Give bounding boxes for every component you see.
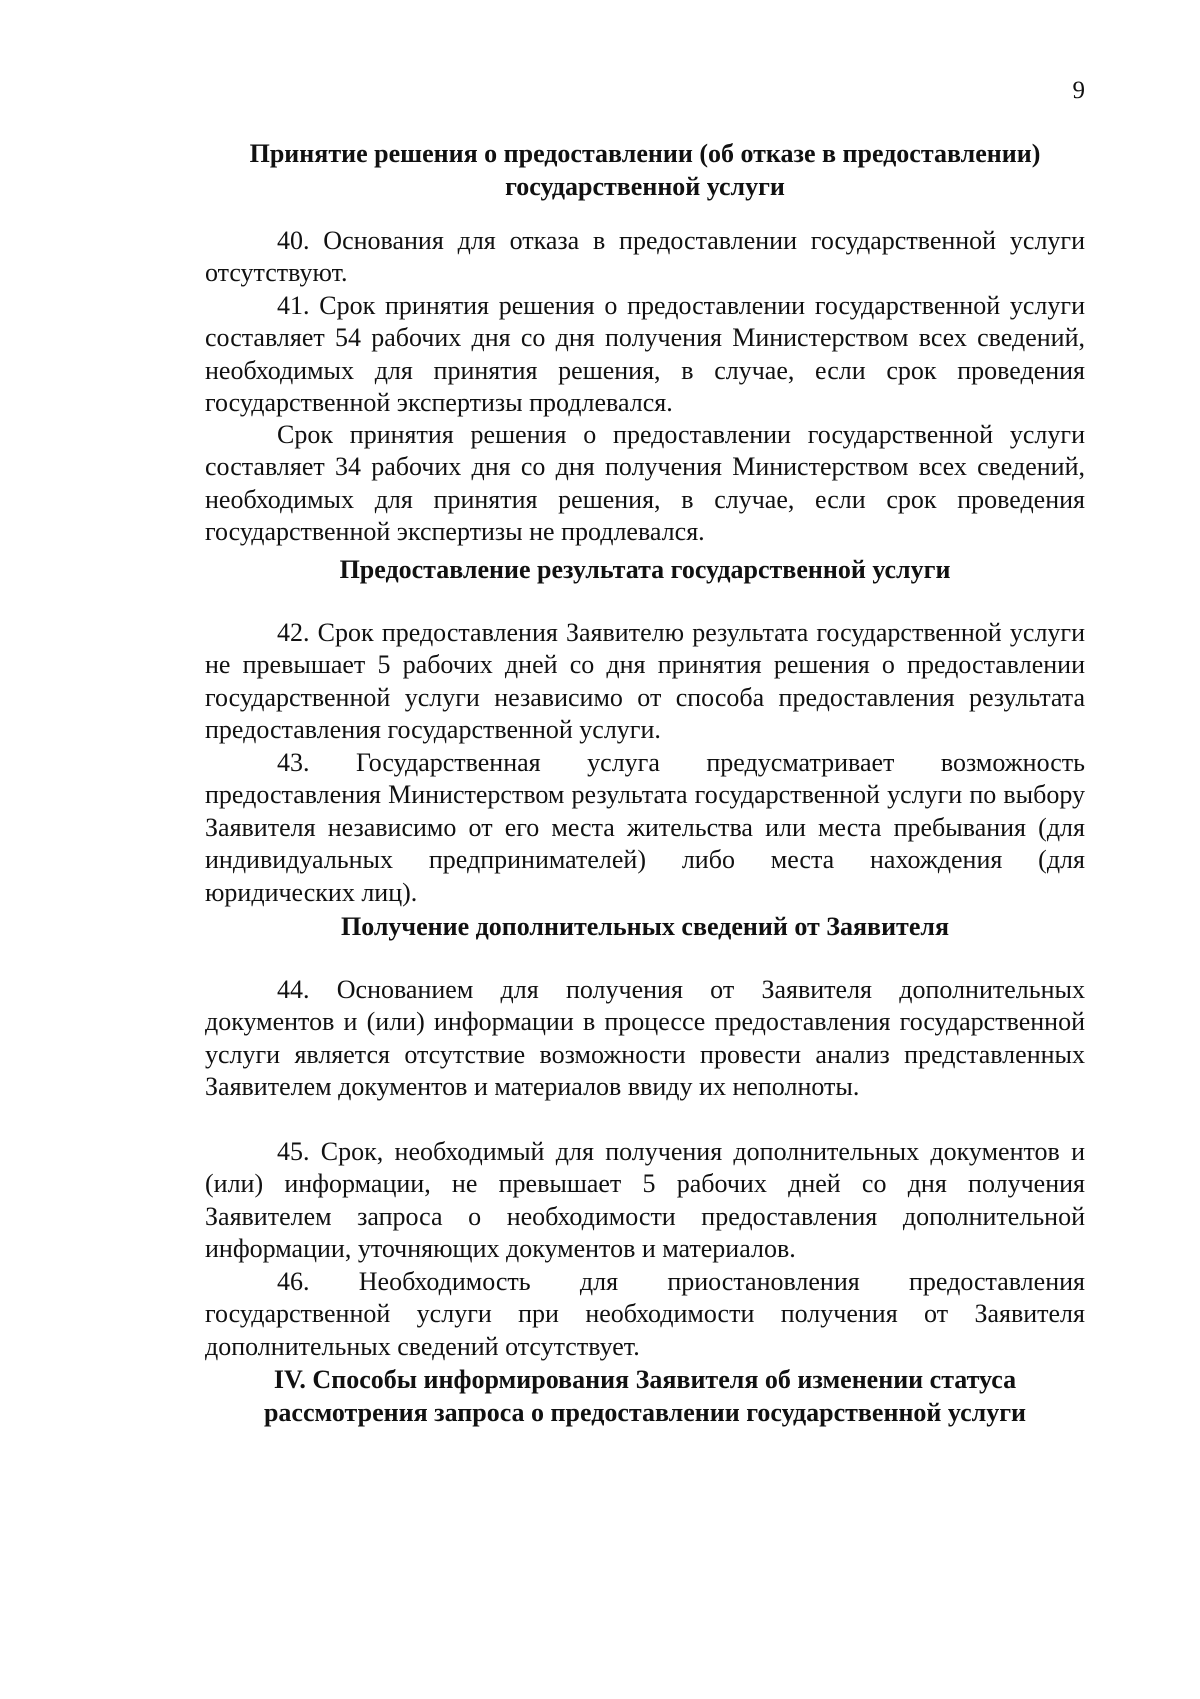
paragraph-44: 44. Основанием для получения от Заявителя дополнительных документов и (или) информации в процессе предоставления государственной услуги является отсутствие возможности провести анализ представленных Заявителем документов и материалов ввиду их неполноты.: [205, 975, 1085, 1102]
section-heading: Получение дополнительных сведений от Заявителя: [340, 912, 950, 941]
paragraph-42: 42. Срок предоставления Заявителю результата государственной услуги не превышает 5 рабочих дней со дня принятия решения о предоставлении государственной услуги независимо от способа предоставления результата предоставления государственной услуги.: [205, 618, 1085, 745]
paragraph-45: 45. Срок, необходимый для получения дополнительных документов и (или) информации, не превышает 5 рабочих дней со дня получения Заявителем запроса о необходимости предоставления дополнительной информации, уточняющих документов и материалов.: [205, 1137, 1085, 1264]
section-heading: Предоставление результата государственной услуги: [339, 555, 951, 584]
page-number: 9: [1072, 77, 1085, 104]
section-heading: Принятие решения о предоставлении (об отказе в предоставлении) государственной услуги: [249, 139, 1041, 201]
paragraph-41: 41. Срок принятия решения о предоставлении государственной услуги составляет 54 рабочих дня со дня получения Министерством всех сведений, необходимых для принятия решения, в случае, если срок проведения государственной экспертизы продлевался.: [205, 291, 1085, 418]
paragraph-43: 43. Государственная услуга предусматривает возможность предоставления Министерством результата государственной услуги по выбору Заявителя независимо от его места жительства или места пребывания (для индивидуальных предпринимателей) либо места нахождения (для юридических лиц).: [205, 748, 1085, 907]
chapter-heading: IV. Способы информирования Заявителя об изменении статуса рассмотрения запроса о предоставлении государственной услуги: [263, 1365, 1027, 1427]
paragraph-41-continued: Срок принятия решения о предоставлении государственной услуги составляет 34 рабочих дня со дня получения Министерством всех сведений, необходимых для принятия решения, в случае, если срок проведения государственной экспертизы не продлевался.: [205, 420, 1085, 547]
paragraph-46: 46. Необходимость для приостановления предоставления государственной услуги при необходимости получения от Заявителя дополнительных сведений отсутствует.: [205, 1267, 1085, 1361]
paragraph-40: 40. Основания для отказа в предоставлении государственной услуги отсутствуют.: [205, 226, 1085, 288]
